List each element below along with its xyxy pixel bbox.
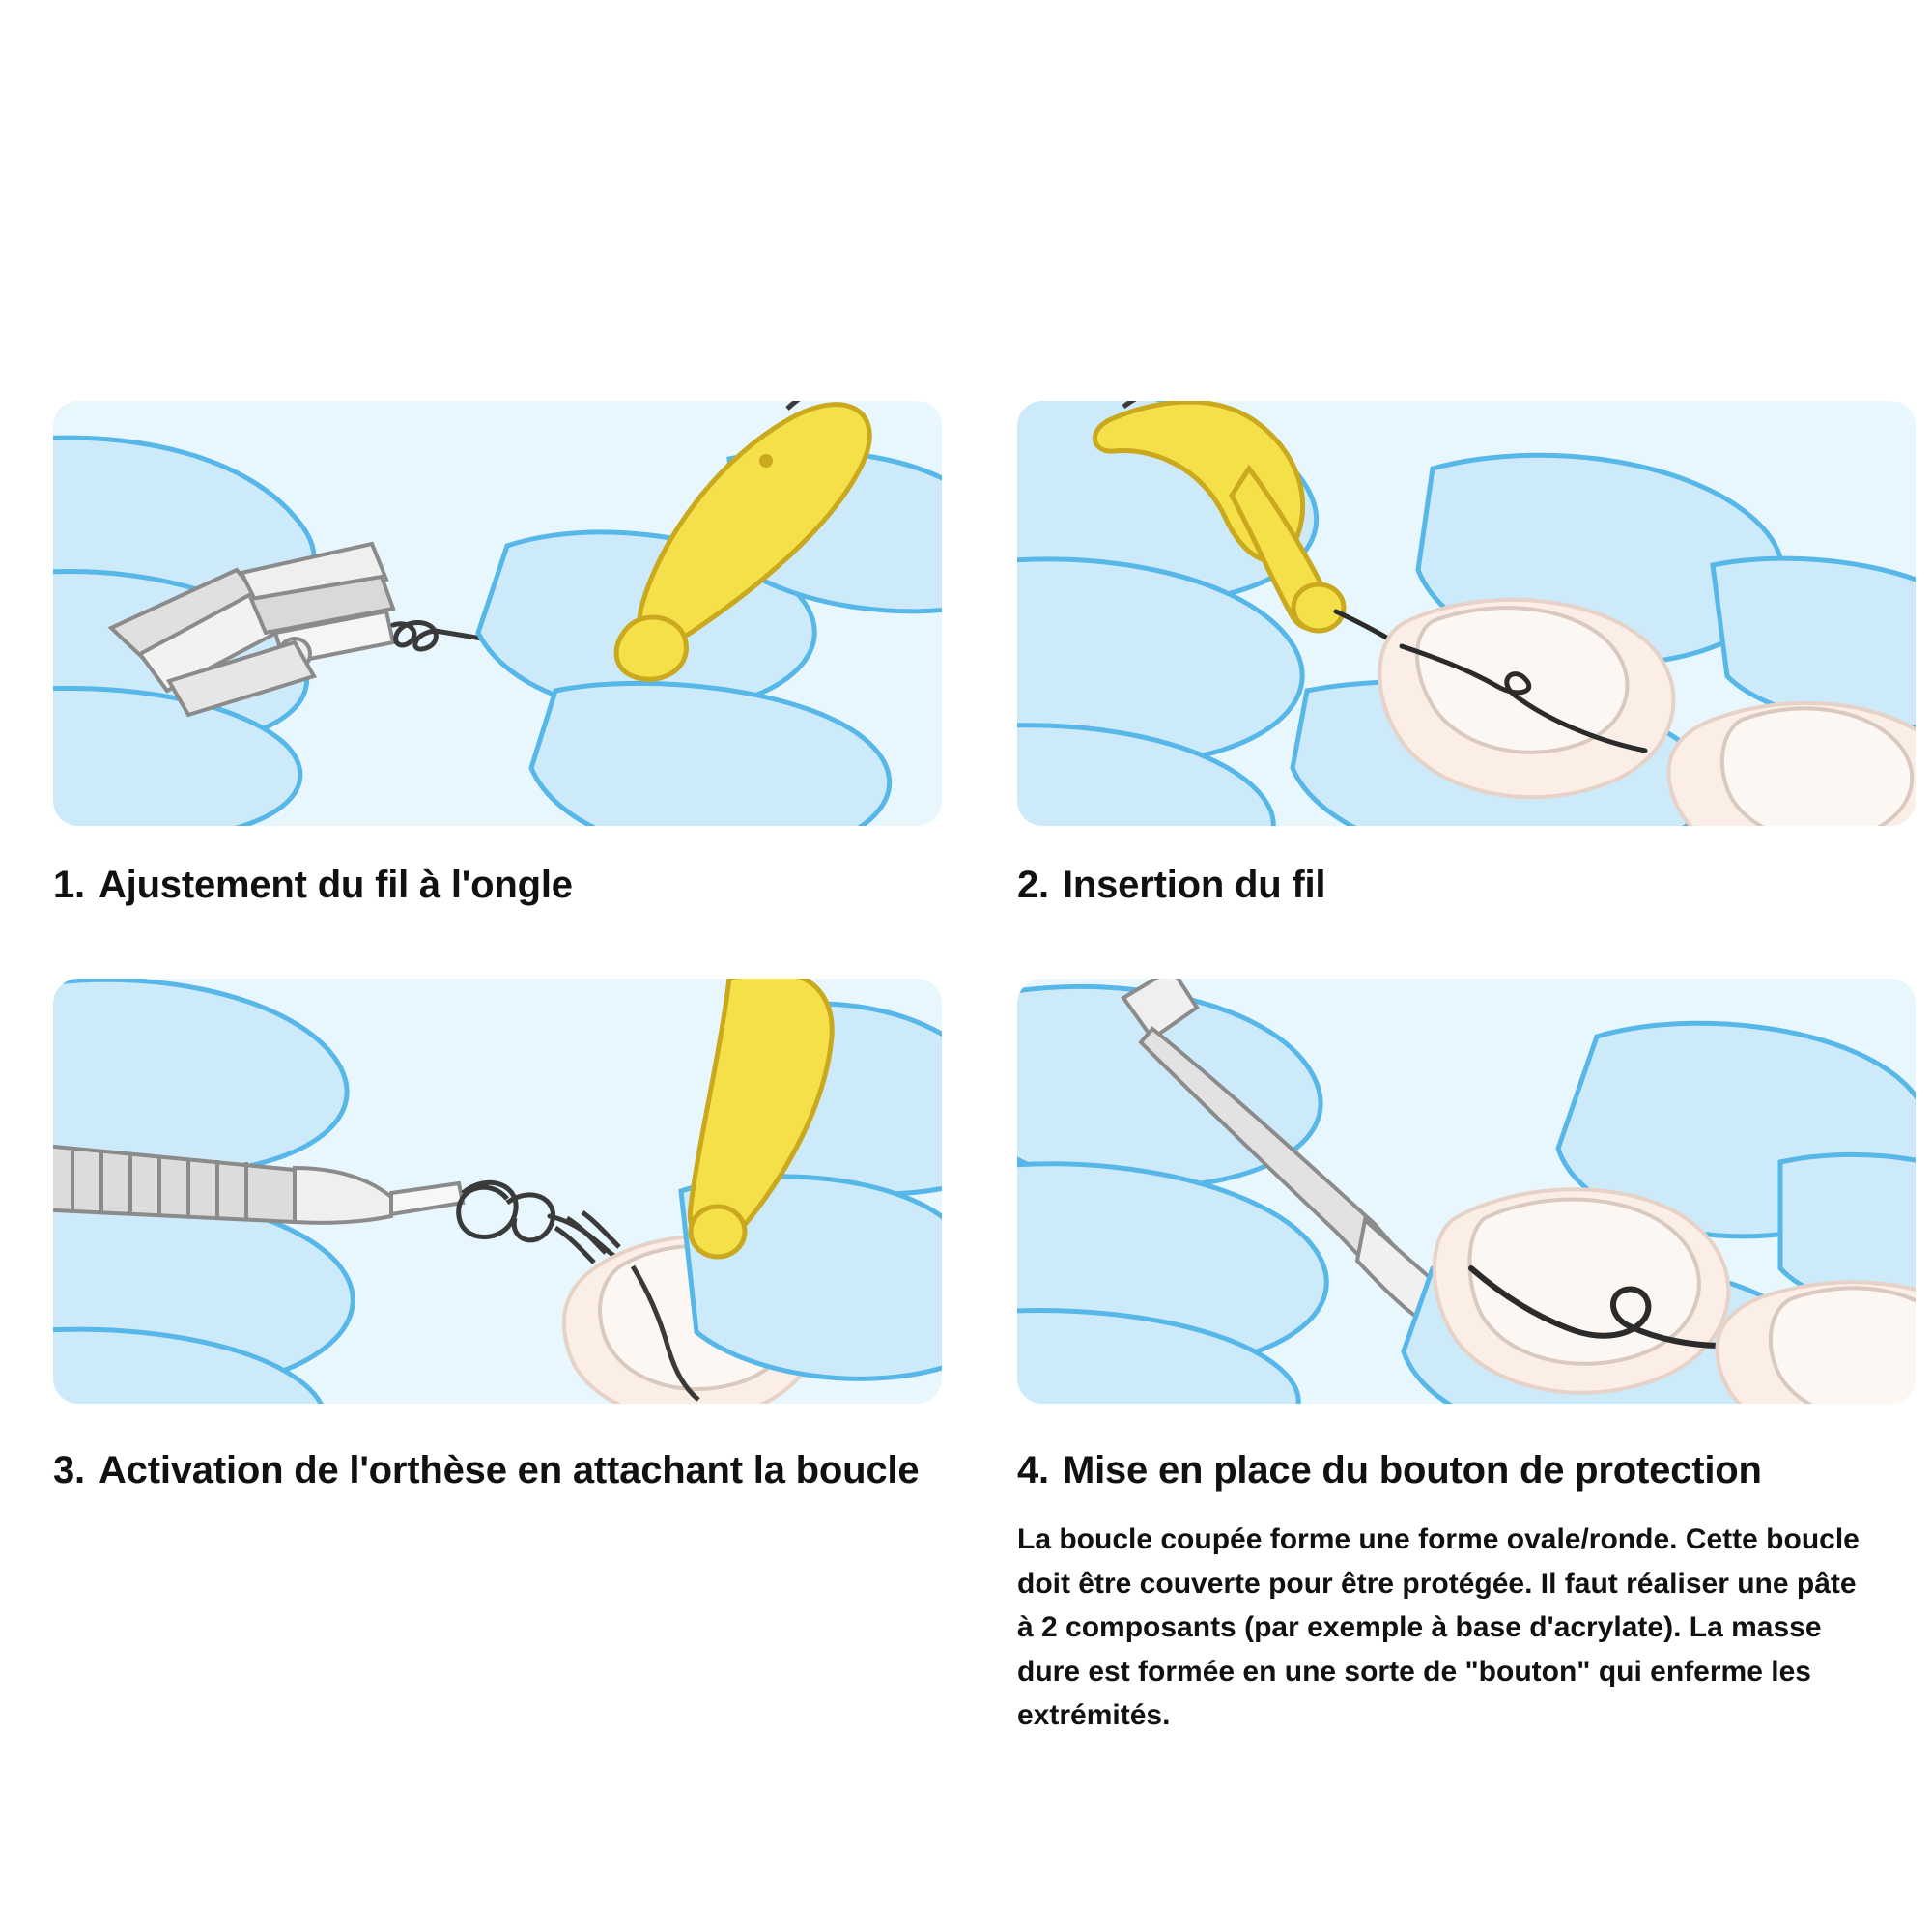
- step-2-caption: [1017, 859, 1925, 911]
- step-2-title: Insertion du fil: [1062, 864, 1326, 906]
- step-2-illustration: [1017, 401, 1916, 826]
- step-3-caption: [53, 1444, 971, 1496]
- step-3-illustration: [53, 979, 942, 1404]
- step-1-number: 1.: [53, 864, 85, 906]
- step-4-description: La boucle coupée forme une forme ovale/ronde. Cette boucle doit être couverte pour être protégée. Il faut réaliser une pâte à 2 composants (par exemple à base d'acrylate). La masse dure est formée en une sorte de "bouton" qui enferme les extrémités.: [1017, 1523, 1860, 1732]
- step-4-caption: [1017, 1444, 1925, 1496]
- step-4-illustration: [1017, 979, 1916, 1404]
- step-2-number: 2.: [1017, 864, 1049, 906]
- step-2: [998, 401, 1925, 911]
- step-1: [53, 401, 980, 911]
- step-3: [53, 979, 980, 1767]
- row-spacer: [53, 911, 1932, 979]
- step-3-number: 3.: [53, 1449, 85, 1492]
- step-4: [998, 979, 1925, 1767]
- step-1-title: Ajustement du fil à l'ongle: [98, 864, 573, 906]
- steps-grid: [53, 401, 1932, 1767]
- step-3-title: Activation de l'orthèse en attachant la boucle: [98, 1449, 920, 1492]
- step-4-number: 4.: [1017, 1449, 1049, 1492]
- step-1-caption: [53, 859, 971, 911]
- step-1-illustration: [53, 401, 942, 826]
- step-4-title: Mise en place du bouton de protection: [1062, 1449, 1762, 1492]
